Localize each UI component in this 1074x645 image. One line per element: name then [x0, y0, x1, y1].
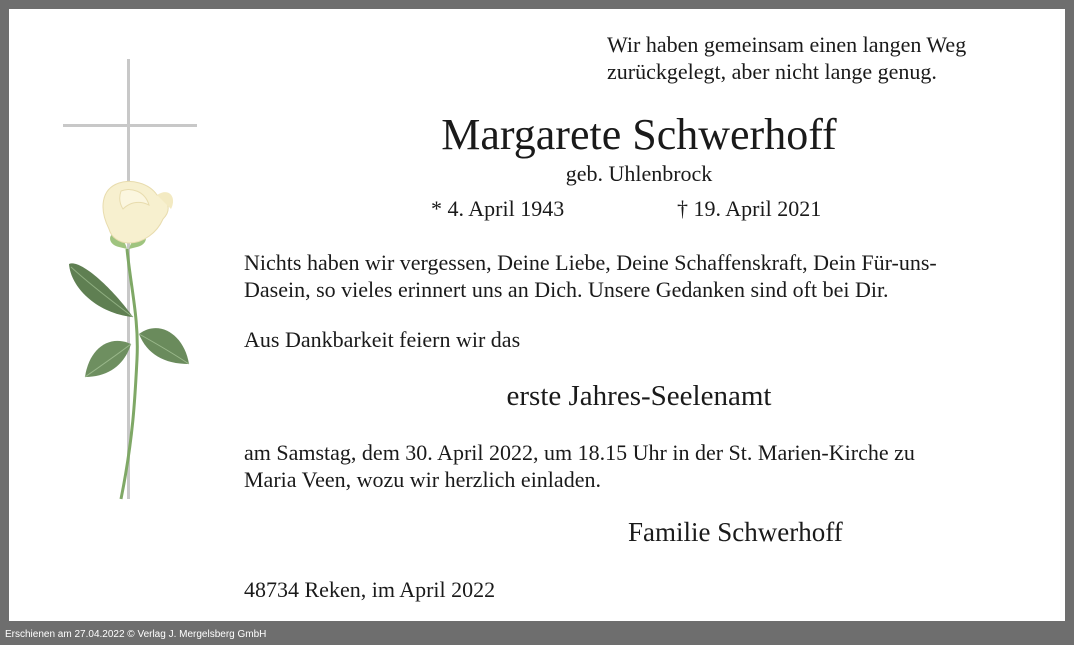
gratitude-line: Aus Dankbarkeit feiern wir das	[244, 327, 521, 352]
service-details	[244, 439, 915, 493]
leaf-icon	[85, 341, 131, 377]
service-line-2: Maria Veen, wozu wir herzlich einladen.	[244, 467, 601, 492]
leaf-icon	[139, 328, 189, 364]
obituary-card	[9, 9, 1065, 621]
memorial-line-1: Nichts haben wir vergessen, Deine Liebe, Deine Schaffenskraft, Dein Für-uns-	[244, 250, 937, 275]
poem	[607, 31, 966, 85]
leaf-icon	[69, 263, 133, 317]
event-title: erste Jahres-Seelenamt	[506, 380, 772, 412]
place-and-date: 48734 Reken, im April 2022	[244, 577, 496, 602]
memorial-paragraph	[244, 249, 937, 303]
publication-footer: Erschienen am 27.04.2022 © Verlag J. Mergelsberg GmbH	[5, 629, 267, 640]
deceased-name: Margarete Schwerhoff	[441, 110, 837, 159]
death-date: † 19. April 2021	[677, 196, 822, 221]
service-line-1: am Samstag, dem 30. April 2022, um 18.15 Uhr in der St. Marien-Kirche zu	[244, 440, 915, 465]
poem-line-1: Wir haben gemeinsam einen langen Weg	[607, 32, 967, 57]
memorial-line-2: Dasein, so vieles erinnert uns an Dich. Unsere Gedanken sind oft bei Dir.	[244, 277, 889, 302]
rose-icon	[103, 182, 173, 250]
cross-with-rose-illustration	[59, 59, 199, 509]
poem-line-2: zurückgelegt, aber nicht lange genug.	[607, 59, 937, 84]
family-signature: Familie Schwerhoff	[628, 517, 843, 547]
birth-date: * 4. April 1943	[431, 196, 565, 221]
maiden-name: geb. Uhlenbrock	[565, 161, 713, 186]
